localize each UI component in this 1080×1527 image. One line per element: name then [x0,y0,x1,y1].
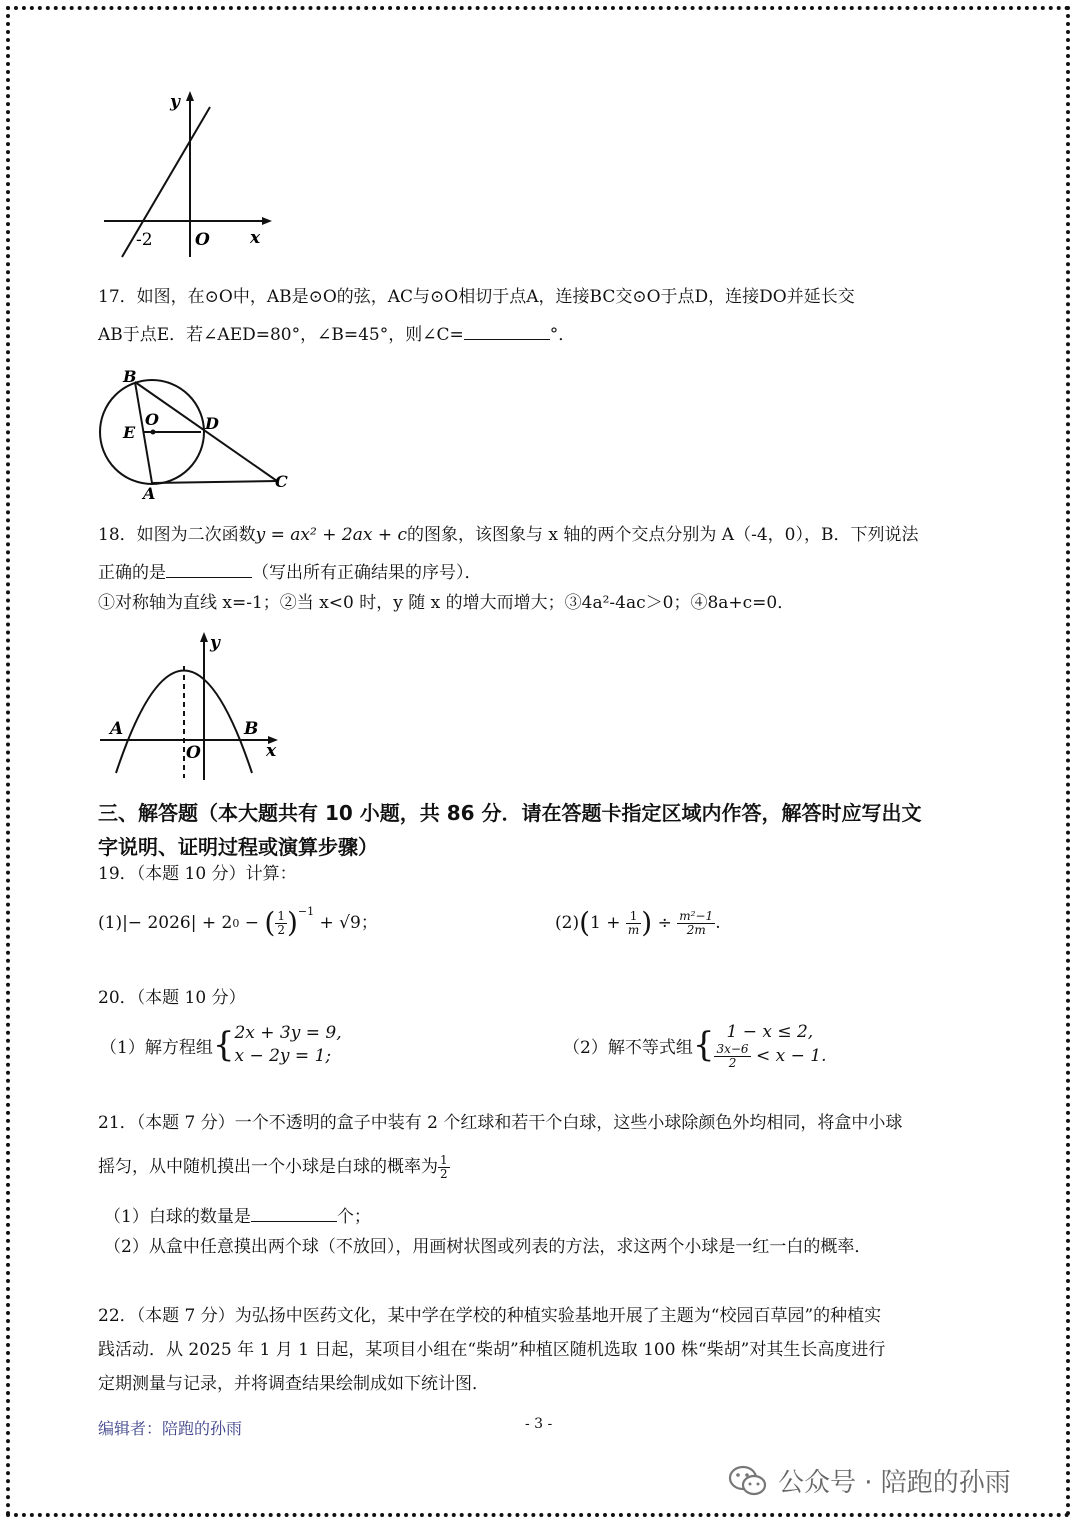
q18-label-y: y [210,633,220,653]
q19-p2-frac1: $\frac{1}{m}$ [627,908,640,937]
q20-p2-ineq2: < x − 1. [750,1046,827,1066]
q22-line3: 定期测量与记录，并将调查结果绘制成如下统计图． [98,1374,489,1394]
q20-part2 [563,1016,826,1074]
q17-line2b: °． [549,325,576,345]
q17-line1: 17．如图，在⊙O中，AB是⊙O的弦，AC与⊙O相切于点A，连接BC交⊙O于点D，连接DO并延长交 [98,287,855,307]
q21-part2: （2）从盒中任意摸出两个球（不放回），用画树状图或列表的方法，求这两个小球是一红一白的概率． [104,1237,872,1257]
q21-part1 [104,1205,371,1226]
q20-p2-label: （2）解不等式组 [563,1037,693,1058]
editor-credit: 编辑者：陪跑的孙雨 [98,1419,243,1438]
q18-label-O: O [186,743,201,763]
q21-p1b: 个； [336,1207,371,1227]
q21-line2 [98,1152,450,1182]
q17-label-O: O [145,410,159,429]
q16-y-label: y [170,92,180,112]
q20-p1-eq1: 2x + 3y = 9, [234,1023,342,1043]
q20-p1-eq2: x − 2y = 1; [234,1046,332,1066]
q20-p2-ineq2-row [714,1043,826,1069]
q20-p2-system [714,1021,826,1069]
q17-label-D: D [205,414,219,433]
q19-p1-exp2: −1 [297,905,315,918]
q17-label-B: B [123,367,137,386]
q17-label-E: E [123,423,136,442]
q18-label-A: A [110,719,124,739]
q17-figure [95,365,295,505]
q22-line1: 22．（本题 7 分）为弘扬中医药文化，某中学在学校的种植实验基地开展了主题为“校园百草园”的种植实 [98,1306,882,1326]
q20-p2-frac: $\frac{3x-6}{2}$ [716,1041,749,1070]
q16-neg2-label: -2 [136,230,153,250]
q19-p2-rparen: ) [641,906,653,939]
q19-p1-post: + √9； [314,912,378,933]
q22-line2: 践活动．从 2025 年 1 月 1 日起，某项目小组在“柴胡”种植区随机选取 100 株“柴胡”对其生长高度进行 [98,1340,886,1360]
q17-line2 [98,323,575,344]
q19-p2-frac2: $\frac{\text{m²−1}}{2m}$ [679,908,714,937]
q19-p2-div: ÷ [652,912,678,933]
q20-p1-brace: { [212,1025,235,1065]
section3-line2: 字说明、证明过程或演算步骤） [98,835,378,859]
q20-p1-label: （1）解方程组 [100,1037,213,1058]
q19-part2 [555,906,721,940]
q18-label-B: B [244,719,259,739]
q20-p2-brace: { [692,1025,715,1065]
q18-line1b: 的图象，该图象与 x 轴的两个交点分别为 A（-4，0），B．下列说法 [407,525,919,545]
q19-p2-post: . [715,912,721,933]
q18-line1 [98,527,918,544]
q19-p2-lparen: ( [579,906,591,939]
q20-part1 [100,1020,342,1070]
page-number: - 3 - [525,1416,553,1432]
q20-title: 20．（本题 10 分） [98,988,246,1008]
wechat-icon [728,1464,768,1498]
q19-p1-exp: 0 [232,916,240,930]
q21-answer-blank[interactable] [251,1205,337,1222]
q19-title: 19．（本题 10 分）计算： [98,864,297,884]
q18-line1a: 18．如图为二次函数 [98,525,256,545]
q18-line2a: 正确的是 [98,563,166,583]
q17-label-C: C [275,472,288,491]
watermark-text: 公众号 · 陪跑的孙雨 [778,1468,1011,1498]
q18-line2b: （写出所有正确结果的序号）． [252,563,482,583]
q20-p1-system [234,1022,341,1068]
q18-line3: ①对称轴为直线 x=-1；②当 x<0 时，y 随 x 的增大而增大；③4a²-4ac＞0；④8a+c=0． [98,593,795,613]
q19-part1 [98,906,378,940]
q17-label-A: A [143,484,156,503]
q19-p2-a: 1 + [590,912,626,933]
q21-line1: 21．（本题 7 分）一个不透明的盒子中装有 2 个红球和若干个白球，这些小球除颜色外均相同，将盒中小球 [98,1113,903,1133]
q17-answer-blank[interactable] [464,323,550,340]
q21-prob-frac: $\frac{1}{2}$ [440,1152,448,1181]
q19-p1-frac: $\frac{1}{2}$ [277,908,285,937]
q19-p1-lparen: ( [264,906,276,939]
q16-figure [100,85,285,260]
q18-answer-blank[interactable] [166,561,252,578]
q18-figure [98,628,293,783]
q19-p2-pre: (2) [555,912,580,933]
q21-line2-text: 摇匀，从中随机摸出一个小球是白球的概率为 [98,1156,438,1177]
q18-formula: y = ax² + 2ax + c [255,525,407,545]
q19-p1-mid: − [239,912,265,933]
q20-p2-ineq1: 1 − x ≤ 2, [726,1021,814,1042]
section3-line1: 三、解答题（本大题共有 10 小题，共 86 分．请在答题卡指定区域内作答，解答时应写出文 [98,801,922,825]
q17-line2a: AB于点E．若∠AED=80°，∠B=45°，则∠C= [98,325,464,345]
q16-x-label: x [250,228,261,248]
q19-p1-rparen: ) [286,906,298,939]
q18-label-x: x [266,741,277,761]
q16-origin-label: O [195,230,210,250]
q18-line2 [98,561,482,582]
watermark [728,1462,1011,1499]
q19-p1-pre: (1)|− 2026| + 2 [98,912,233,933]
q21-p1a: （1）白球的数量是 [104,1207,251,1227]
